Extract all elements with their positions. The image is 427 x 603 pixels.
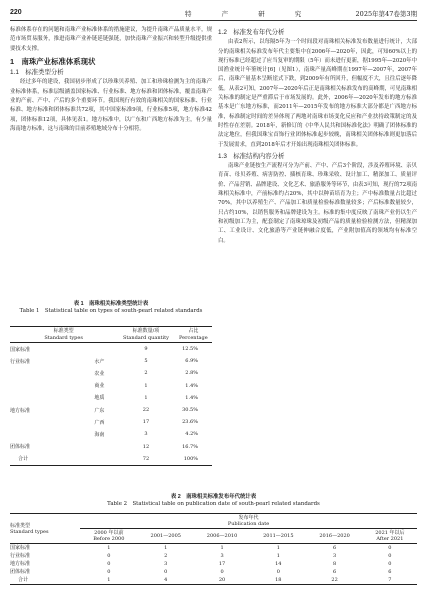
table-row: 团体标准 0 0 0 0 6 6 [10,569,392,575]
table-row: 国家标准 1 1 1 1 6 0 [10,545,392,551]
table-row: 行业标准 0 2 3 1 3 0 [10,553,392,559]
table-row: 合计 72 100% [10,453,212,466]
publication-analysis-paragraph: 由表2所示，以每隔5年为一个时间段对南珠相关标准发布数量进行统计，大部分的南珠相关标准发布年代主要集中在2006年—2020年，因此，可知60%以上的现行标准已经超过了应当复审的期限（5年）而未进行更新，据1995年—2020年中国渔业统计年鉴统计[6]（见图1），南珠产量高峰期在1997年—2007年，2007年后，南珠产量基本呈断崖式下跌，到2009年有所回升，但幅度不大，且往后逐年降低。从表2可知，2007年—2020年后正是南珠相关标准发布的高峰期，可见南珠相关标准的制定是严重滞后于市场发展的。此外，2006年—2020年发布的地方标准基本是广东地方标准，而2011年—2015年发布的地方标准大部分都是广西地方标准，标准制定时间的差异体现了两地对南珠市场变化反应和产业扶持政策制定的及时性存在差别。2018年，新修订的《中华人民共和国标准化法》明确了团体标准的法定地位，但我国珠宝首饰行业团体标准起步较晚，南珠相关团体标准则更加落后于发展需求，直到2018年后才开始出现南珠相关团体标准。 [218,39,417,148]
right-column [218,26,417,246]
t2-header-pub: 发布年代 Publication date [80,514,417,529]
structure-analysis-paragraph: 南珠产业链按生产流程可分为产前、产中、产后3个阶段，涉及养殖环境、亲贝育苗、母贝养殖、病害防控、插核育珠、珍珠采收、设计加工、精深加工、质量评价、产品营销、品牌建设、文化艺术、旅游服务等环节，由表3可知，现行的72项南珠相关标准中，产前标准约占20%，其中以种苗培育为主；产中标准数量占比超过70%，其中以养殖生产、产品加工和质量检验标准数量较多；产后标准数量较少，只占约10%，以销售服务和品牌建设为主。标准的集中度反映了南珠产业仍以生产和初级加工为主，配套制定了南珠琼珠及初级产品的质量检验检测方法，但精深加工、工业设计、文化旅游等产业链伸融合度低，产业附加值高的领域均有标准空白。 [218,163,417,244]
table2-caption [10,494,417,508]
type-analysis-paragraph: 经过多年的建设，我国初步形成了以珍珠贝养殖、加工和珍珠检测为主的南珠产业标准体系，标准层级涵盖国家标准、行业标准、地方标准和团体标准，覆盖南珠产业的产前、产中、产后的多个重要环节。我国现行有效的南珠相关的国家标准、行业标准、地方标准和团体标准共72项，其中国家标准9项，行业标准5项，地方标准42项，团体标准12项，具体见表1。地方标准中，以广东和广西地方标准为主，有少量海南地方标准，这与南珠的目前养殖地域分布十分相符。 [10,79,212,132]
left-column [10,26,212,134]
table-row: 合计 1 4 20 18 22 7 [10,576,417,585]
table-row: 地方标准 广东 22 30.5% [10,407,198,414]
table-row: 商业 1 1.4% [94,382,198,390]
table-row: 地方标准 0 3 17 14 8 0 [10,561,392,567]
issue-info: 2025年第47卷第3期 [355,10,417,18]
table1-caption [10,301,212,315]
t2-col-header: 2006—2010 [206,533,238,539]
table-row: 海南 3 4.2% [94,431,198,438]
publication-date-table [10,513,417,585]
journal-name: 特 产 研 究 [185,10,316,18]
table-row: 行业标准 水产 5 6.9% [10,358,198,365]
section-1-2-heading: 1.2 标准发布年代分析 [218,29,285,36]
table-row: 广西 17 23.6% [94,419,198,426]
t1-header-type: 标准类型 Standard types [10,327,117,343]
t2-col-header: 2001—2005 [150,533,181,539]
t2-col-header: 2011—2015 [263,533,294,539]
table-row: 团体标准 12 16.7% [10,443,198,451]
t1-header-pct: 占比 Percentage [175,327,212,343]
page-header [10,8,417,21]
section-1-3-heading: 1.3 标准结构内容分析 [218,152,285,160]
section-1-1-heading: 1.1 标准类型分析 [10,69,64,77]
table-row: 地质 1 1.4% [94,394,198,402]
t1-header-qty: 标准数量/项 Standard quantity [117,327,174,343]
t2-col-header: 2016—2020 [319,533,350,539]
table2-caption-en: Table 2 Statistical table on publication date of south-pearl related standards [107,501,320,507]
t2-col-header: 2021 年以后 After 2021 [375,530,405,542]
table2-caption-cn: 表 2 南珠相关标准发布年代统计表 [170,494,257,500]
table1-caption-cn: 表 1 南珠相关标准类型统计表 [73,301,149,307]
table-row: 农业 2 2.8% [94,370,198,377]
t2-header-type: 标准类型 Standard types [10,514,80,544]
table1-caption-en: Table 1 Statistical table on types of south-pearl related standards [19,308,203,314]
page-number: 220 [10,9,22,16]
section-1-heading: 1 南珠产业标准体系现状 [10,56,96,66]
intro-paragraph: 标准体系存在的问题和南珠产业标准体系的措施建议，为提升南珠产品质量水平，规范市场贸易服务，推进南珠产业补链延链强链，加快南珠产业振兴和转型升级提供重要技术支撑。 [10,27,212,52]
t2-col-header: 2000 年以前 Before 2000 [93,530,125,542]
standard-types-table [10,326,212,466]
table-row: 国家标准 9 12.5% [10,346,198,353]
